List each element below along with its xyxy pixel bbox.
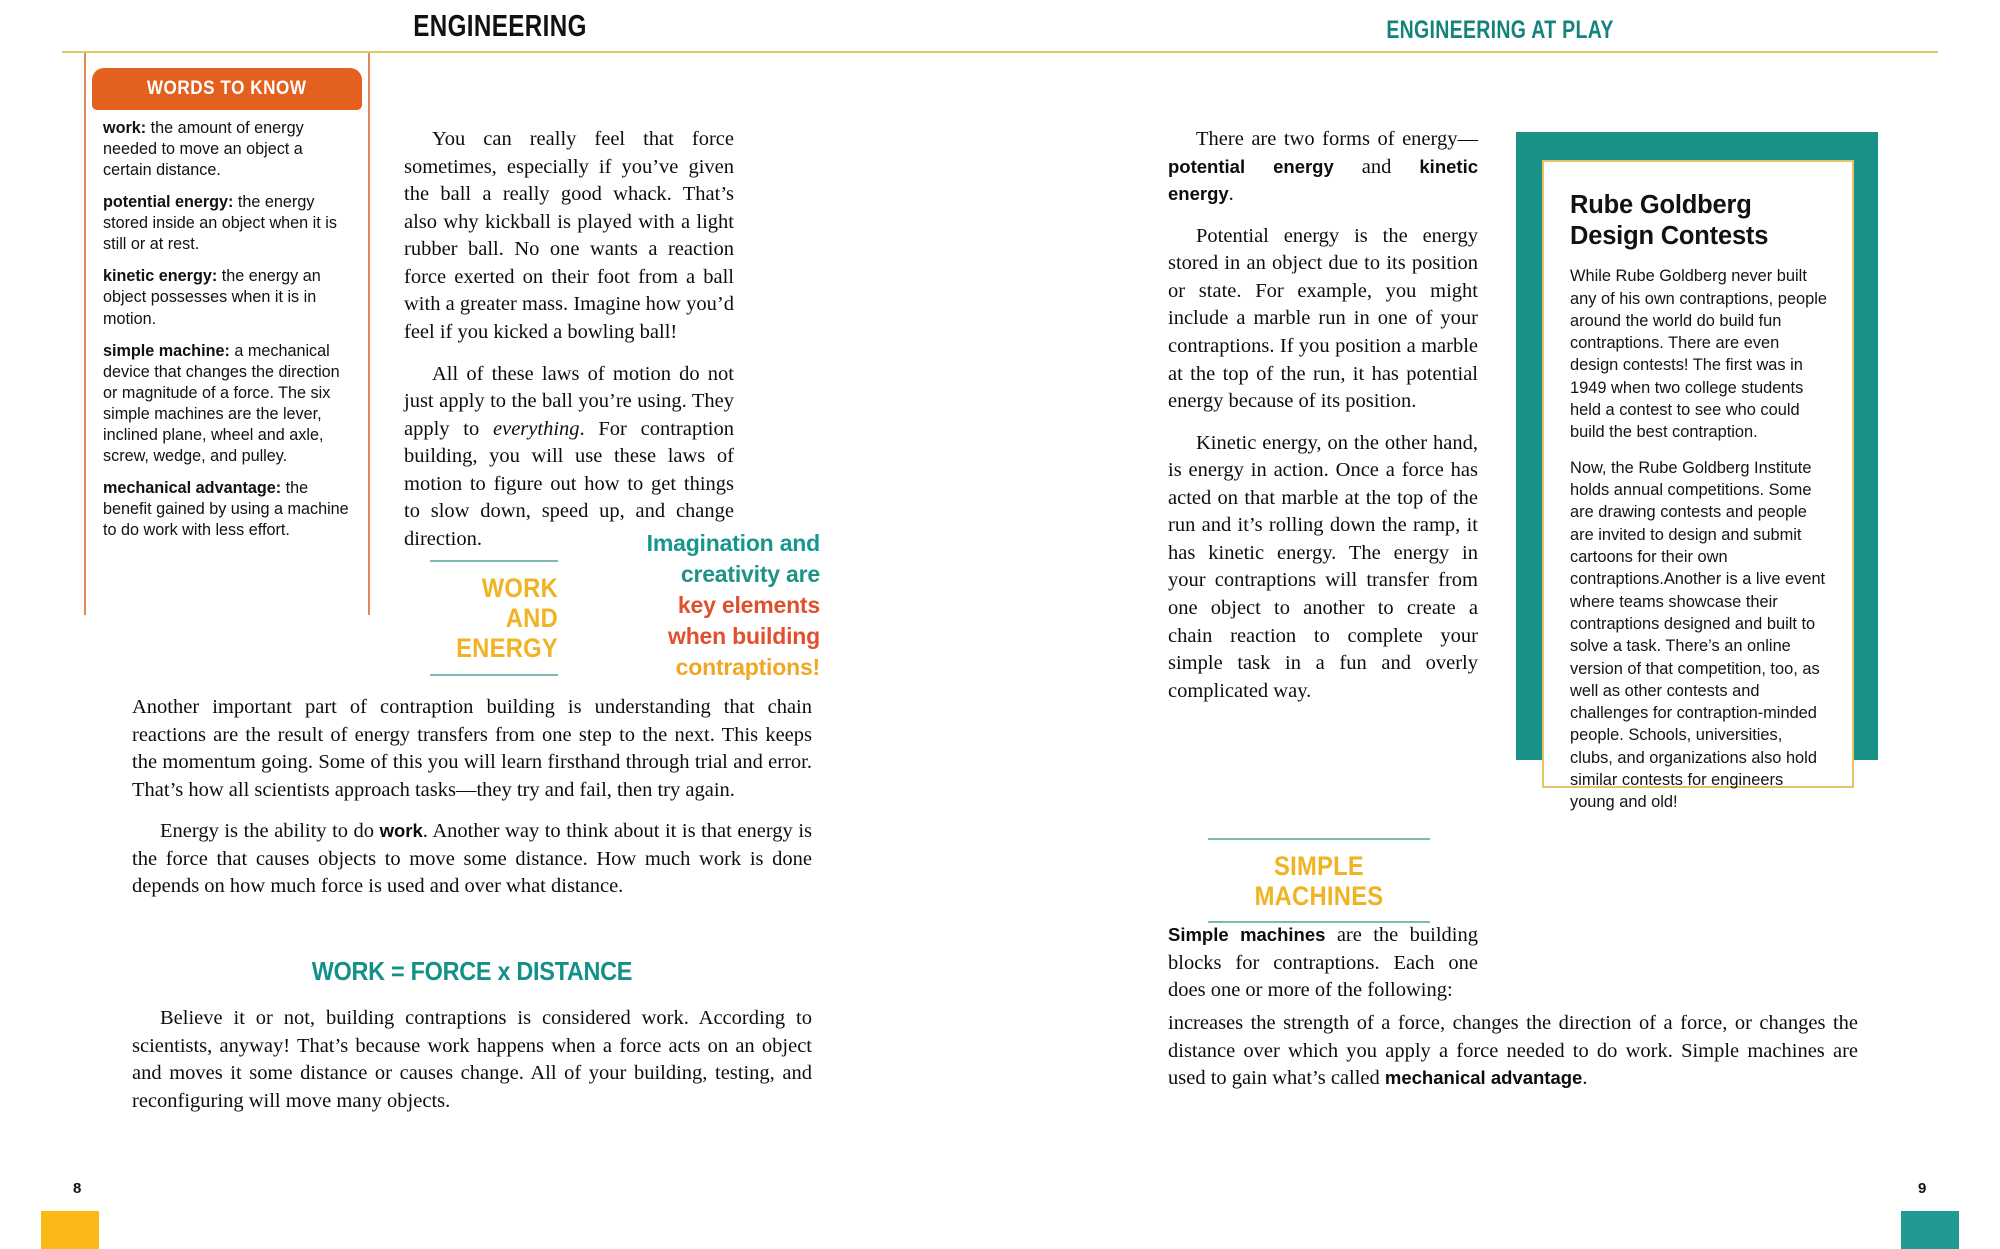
glossary-term: potential energy: (103, 193, 234, 212)
heading-line-1: WORK AND (481, 573, 558, 634)
paragraph: Kinetic energy, on the other hand, is energy in action. Once a force has acted on that marble at the top of the run and it’s rolling down the ramp, it has kinetic energy. The energy in your contraptions will transfer from one object to another to create a chain reaction to complete your simple task in a fun and overly complicated way. (1168, 431, 1478, 702)
running-head-right (1110, 16, 1890, 45)
paragraph-text: and (1333, 155, 1420, 178)
paragraph-text: All of these laws of motion do not just apply to the ball you’re using. They apply to (404, 362, 734, 440)
paragraph (1168, 126, 1478, 209)
work-formula-text: WORK = FORCE x DISTANCE (311, 956, 633, 986)
page-number-right: 9 (1918, 1180, 1927, 1197)
glossary-entry (103, 266, 353, 329)
paragraph-text: . For contraption building, you will use these laws of motion to figure out how to get things to slow down, speed up, and change direction. (404, 417, 734, 550)
glossary-entry (103, 118, 353, 181)
running-head-left-text: ENGINEERING (413, 8, 587, 43)
paragraph: Potential energy is the energy stored in an object due to its position or state. For example, you might include a marble run in one of your contraptions. If you position a marble at the top of the run, it has potential energy because of its position. (1168, 224, 1478, 413)
section-heading-work-and-energy (430, 560, 558, 676)
rube-goldberg-box-title: Rube Goldberg Design Contests (1570, 191, 1769, 250)
term-potential-energy: potential energy (1168, 155, 1334, 177)
heading-rule-top (1208, 838, 1430, 840)
section-heading-simple-machines (1208, 838, 1430, 923)
rube-goldberg-box-body (1570, 265, 1828, 814)
glossary-definition: the energy an object possesses when it is in motion. (103, 267, 321, 328)
paragraph (404, 361, 734, 554)
words-to-know-badge-label: WORDS TO KNOW (147, 78, 307, 99)
sidebar-rule-left (84, 53, 86, 615)
term-simple-machines: Simple machines (1168, 924, 1326, 945)
paragraph: Another important part of contraption building is understanding that chain reactions are the result of energy transfers from one step to the next. This keeps the momentum going. Some of this you will learn firsthand through trial and error. That’s how all scientists approach tasks—they try and fail, then try again. (132, 696, 812, 801)
paragraph: You can really feel that force sometimes, especially if you’ve given the ball a really good whack. That’s also why kickball is played with a light rubber ball. No one wants a reaction force exerted on their foot from a ball with a greater mass. Imagine how you’d feel if you kicked a bowling ball! (404, 128, 734, 343)
work-formula (132, 956, 812, 987)
paragraph (132, 818, 812, 901)
paragraph-text: . (1228, 183, 1234, 206)
glossary-term: mechanical advantage: (103, 478, 282, 497)
heading-rule-top (430, 560, 558, 562)
running-head-left (110, 8, 890, 44)
glossary-term: kinetic energy: (103, 267, 218, 286)
pull-quote-line: Imagination and (646, 530, 820, 556)
paragraph: Now, the Rube Goldberg Institute holds annual competitions. Some are drawing contests and people are invited to design and submit cartoons for their own contraptions.Another is a live event where teams showcase their contraptions designed and built to solve a task. There’s an online version of that competition, too, as well as other contests and challenges for contraption-minded people. Schools, universities, clubs, and organizations also hold similar contests for engineers young and old! (1570, 458, 1826, 812)
left-page-wide-text-upper (132, 694, 812, 915)
paragraph-text: There are two forms of energy— (1196, 128, 1478, 150)
heading-line-2: ENERGY (456, 633, 558, 664)
footer-color-block-right (1901, 1211, 1959, 1249)
term-mechanical-advantage: mechanical advantage (1384, 1067, 1583, 1089)
right-page-wide-text (1168, 1010, 1858, 1107)
paragraph-text: Energy is the ability to do (160, 820, 380, 843)
glossary-definition: the energy stored inside an object when it is still or at rest. (103, 193, 337, 254)
right-column-lower-text (1168, 922, 1478, 1019)
pull-quote-line: key elements (677, 592, 820, 619)
words-to-know-badge (92, 68, 362, 110)
glossary-entry (103, 192, 353, 255)
glossary-term: work: (103, 119, 147, 137)
glossary-definition: a mechanical device that changes the direction or magnitude of a force. The six simple machines are the lever, inclined plane, wheel and axle, screw, wedge, and pulley. (103, 341, 340, 465)
right-column-top-text (1168, 126, 1478, 719)
rube-goldberg-box (1542, 160, 1854, 812)
left-page-wide-text-lower (132, 1005, 812, 1129)
paragraph-text: . Another way to think about it is that energy is the force that causes objects to move some distance. How much work is done depends on how much force is used and over what distance. (132, 820, 813, 898)
term-kinetic-energy: kinetic energy (1168, 155, 1478, 205)
pull-quote (640, 528, 820, 683)
paragraph: Believe it or not, building contraptions is considered work. According to scientists, anyway! That’s because work happens when a force acts on an object and moves it some distance or causes change. All of your building, testing, and reconfiguring will move many objects. (132, 1007, 812, 1112)
paragraph-text: . (1582, 1067, 1588, 1090)
paragraph (1168, 1010, 1858, 1093)
words-to-know-list (103, 118, 353, 552)
pull-quote-line: creativity are (680, 561, 820, 588)
glossary-definition: the amount of energy needed to move an object a certain distance. (103, 119, 304, 180)
pull-quote-line: when building (668, 623, 820, 650)
paragraph-text: are the building blocks for contraptions. Each one does one or more of the following: (1168, 924, 1478, 1002)
heading-rule-bottom (430, 674, 558, 676)
emphasis-everything: everything (493, 417, 580, 440)
running-head-right-text: ENGINEERING AT PLAY (1386, 16, 1614, 44)
glossary-term: simple machine: (103, 341, 230, 360)
header-divider-rule (62, 51, 1938, 53)
glossary-definition: the benefit gained by using a machine to do work with less effort. (103, 478, 349, 540)
heading-text: SIMPLE MACHINES (1254, 851, 1384, 912)
paragraph: While Rube Goldberg never built any of his own contraptions, people around the world do build fun contraptions. There are even design contests! The first was in 1949 when two college students held a contest to see who could build the best contraption. (1570, 267, 1827, 442)
paragraph (1168, 922, 1478, 1005)
left-column-top-text (404, 126, 734, 567)
pull-quote-line: contraptions! (675, 654, 820, 681)
page-number-left: 8 (73, 1180, 82, 1197)
sidebar-rule-right (368, 53, 370, 615)
glossary-entry (103, 341, 353, 467)
term-work: work (379, 820, 423, 842)
glossary-entry (103, 478, 353, 541)
footer-color-block-left (41, 1211, 99, 1249)
paragraph-text: increases the strength of a force, changes the direction of a force, or changes the distance over which you apply a force needed to do work. Simple machines are used to gain what’s called (1168, 1012, 1858, 1090)
